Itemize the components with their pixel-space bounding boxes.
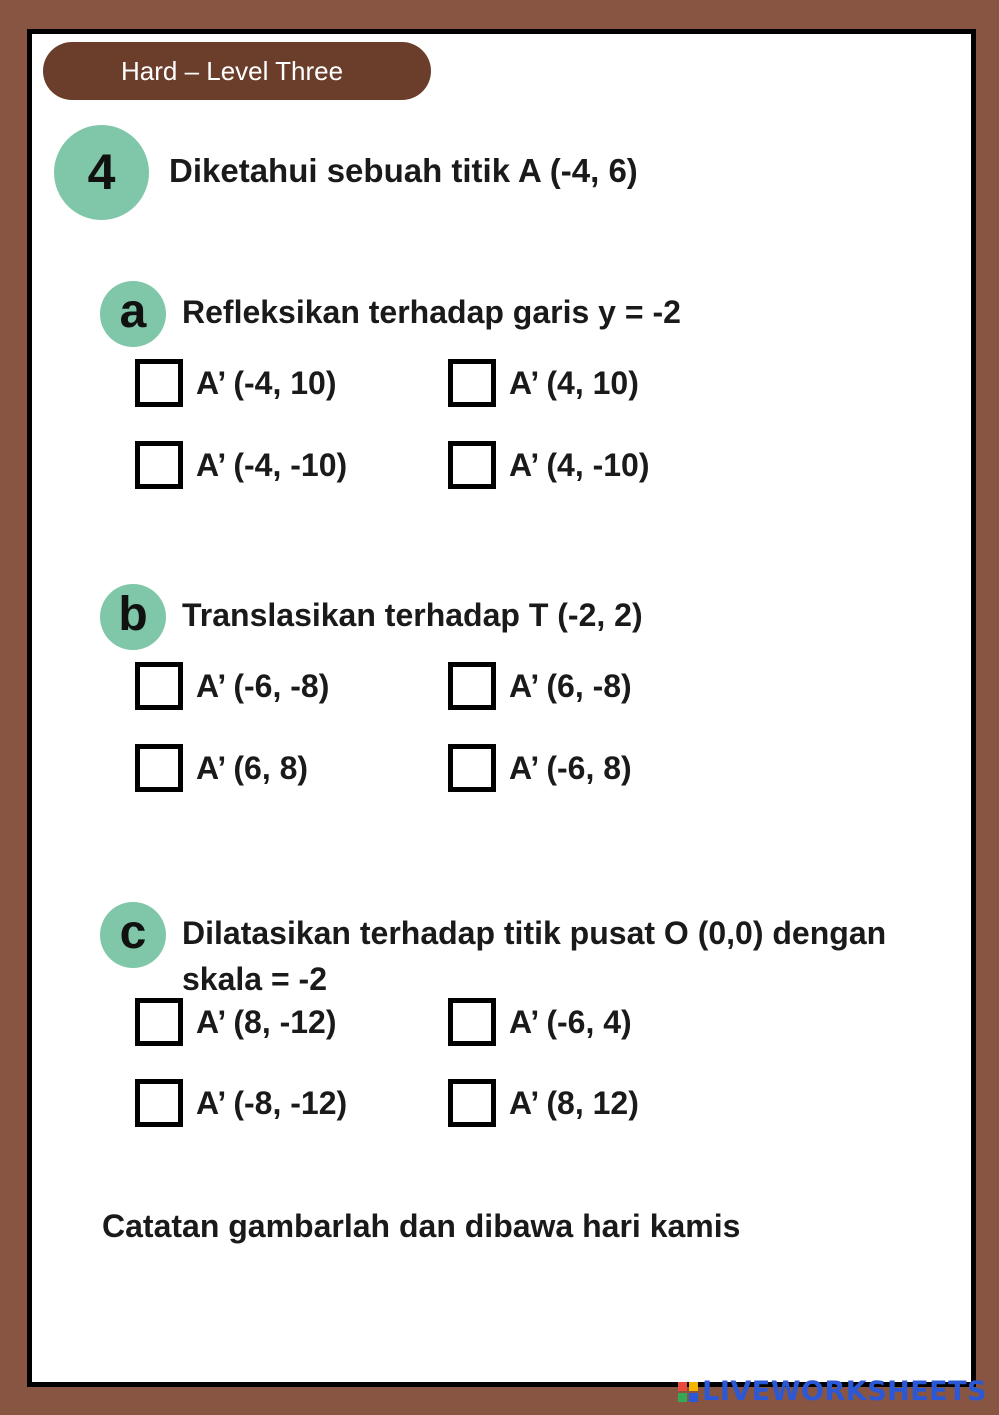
option-checkbox[interactable] (448, 744, 496, 792)
part-b-option-3[interactable] (135, 745, 308, 791)
note-text: Catatan gambarlah dan dibawa hari kamis (102, 1208, 741, 1244)
option-checkbox[interactable] (448, 359, 496, 407)
part-a-option-4[interactable] (448, 442, 650, 488)
part-c-option-2[interactable] (448, 999, 632, 1045)
part-b-prompt: Translasikan terhadap T (-2, 2) (182, 597, 643, 633)
option-checkbox[interactable] (448, 1079, 496, 1127)
level-label: Hard – Level Three (43, 42, 431, 100)
part-c-option-4[interactable] (448, 1080, 639, 1126)
part-a-option-1[interactable] (135, 360, 337, 406)
liveworksheets-watermark (678, 1376, 987, 1407)
option-label: A’ (4, -10) (509, 446, 650, 483)
part-a-option-2[interactable] (448, 360, 639, 406)
watermark-text: LIVEWORKSHEETS (702, 1376, 987, 1407)
liveworksheets-logo-icon (678, 1382, 698, 1402)
option-label: A’ (-4, -10) (196, 446, 348, 483)
part-a-prompt: Refleksikan terhadap garis y = -2 (182, 294, 681, 330)
option-checkbox[interactable] (135, 1079, 183, 1127)
part-a-option-3[interactable] (135, 442, 347, 488)
question-number-badge: 4 (54, 125, 149, 220)
part-c-option-3[interactable] (135, 1080, 347, 1126)
part-b-badge: b (100, 584, 166, 650)
option-label: A’ (4, 10) (509, 364, 639, 401)
worksheet-page (27, 29, 976, 1387)
option-label: A’ (8, 12) (509, 1084, 639, 1121)
option-label: A’ (-6, -8) (196, 667, 330, 704)
question-text: Diketahui sebuah titik A (-4, 6) (169, 152, 638, 189)
part-a-badge: a (100, 281, 166, 347)
option-checkbox[interactable] (135, 441, 183, 489)
part-c-badge: c (100, 902, 166, 968)
option-label: A’ (-4, 10) (196, 364, 337, 401)
option-checkbox[interactable] (448, 662, 496, 710)
option-checkbox[interactable] (135, 359, 183, 407)
part-b-option-1[interactable] (135, 663, 329, 709)
part-b-option-4[interactable] (448, 745, 632, 791)
option-checkbox[interactable] (448, 441, 496, 489)
option-checkbox[interactable] (448, 998, 496, 1046)
part-c-option-1[interactable] (135, 999, 337, 1045)
option-label: A’ (6, -8) (509, 667, 632, 704)
option-checkbox[interactable] (135, 998, 183, 1046)
option-label: A’ (8, -12) (196, 1003, 337, 1040)
option-checkbox[interactable] (135, 744, 183, 792)
option-label: A’ (-6, 8) (509, 749, 632, 786)
option-label: A’ (-8, -12) (196, 1084, 348, 1121)
option-label: A’ (-6, 4) (509, 1003, 632, 1040)
option-label: A’ (6, 8) (196, 749, 309, 786)
part-b-option-2[interactable] (448, 663, 632, 709)
part-c-prompt: Dilatasikan terhadap titik pusat O (0,0) dengan skala = -2 (182, 915, 887, 997)
option-checkbox[interactable] (135, 662, 183, 710)
